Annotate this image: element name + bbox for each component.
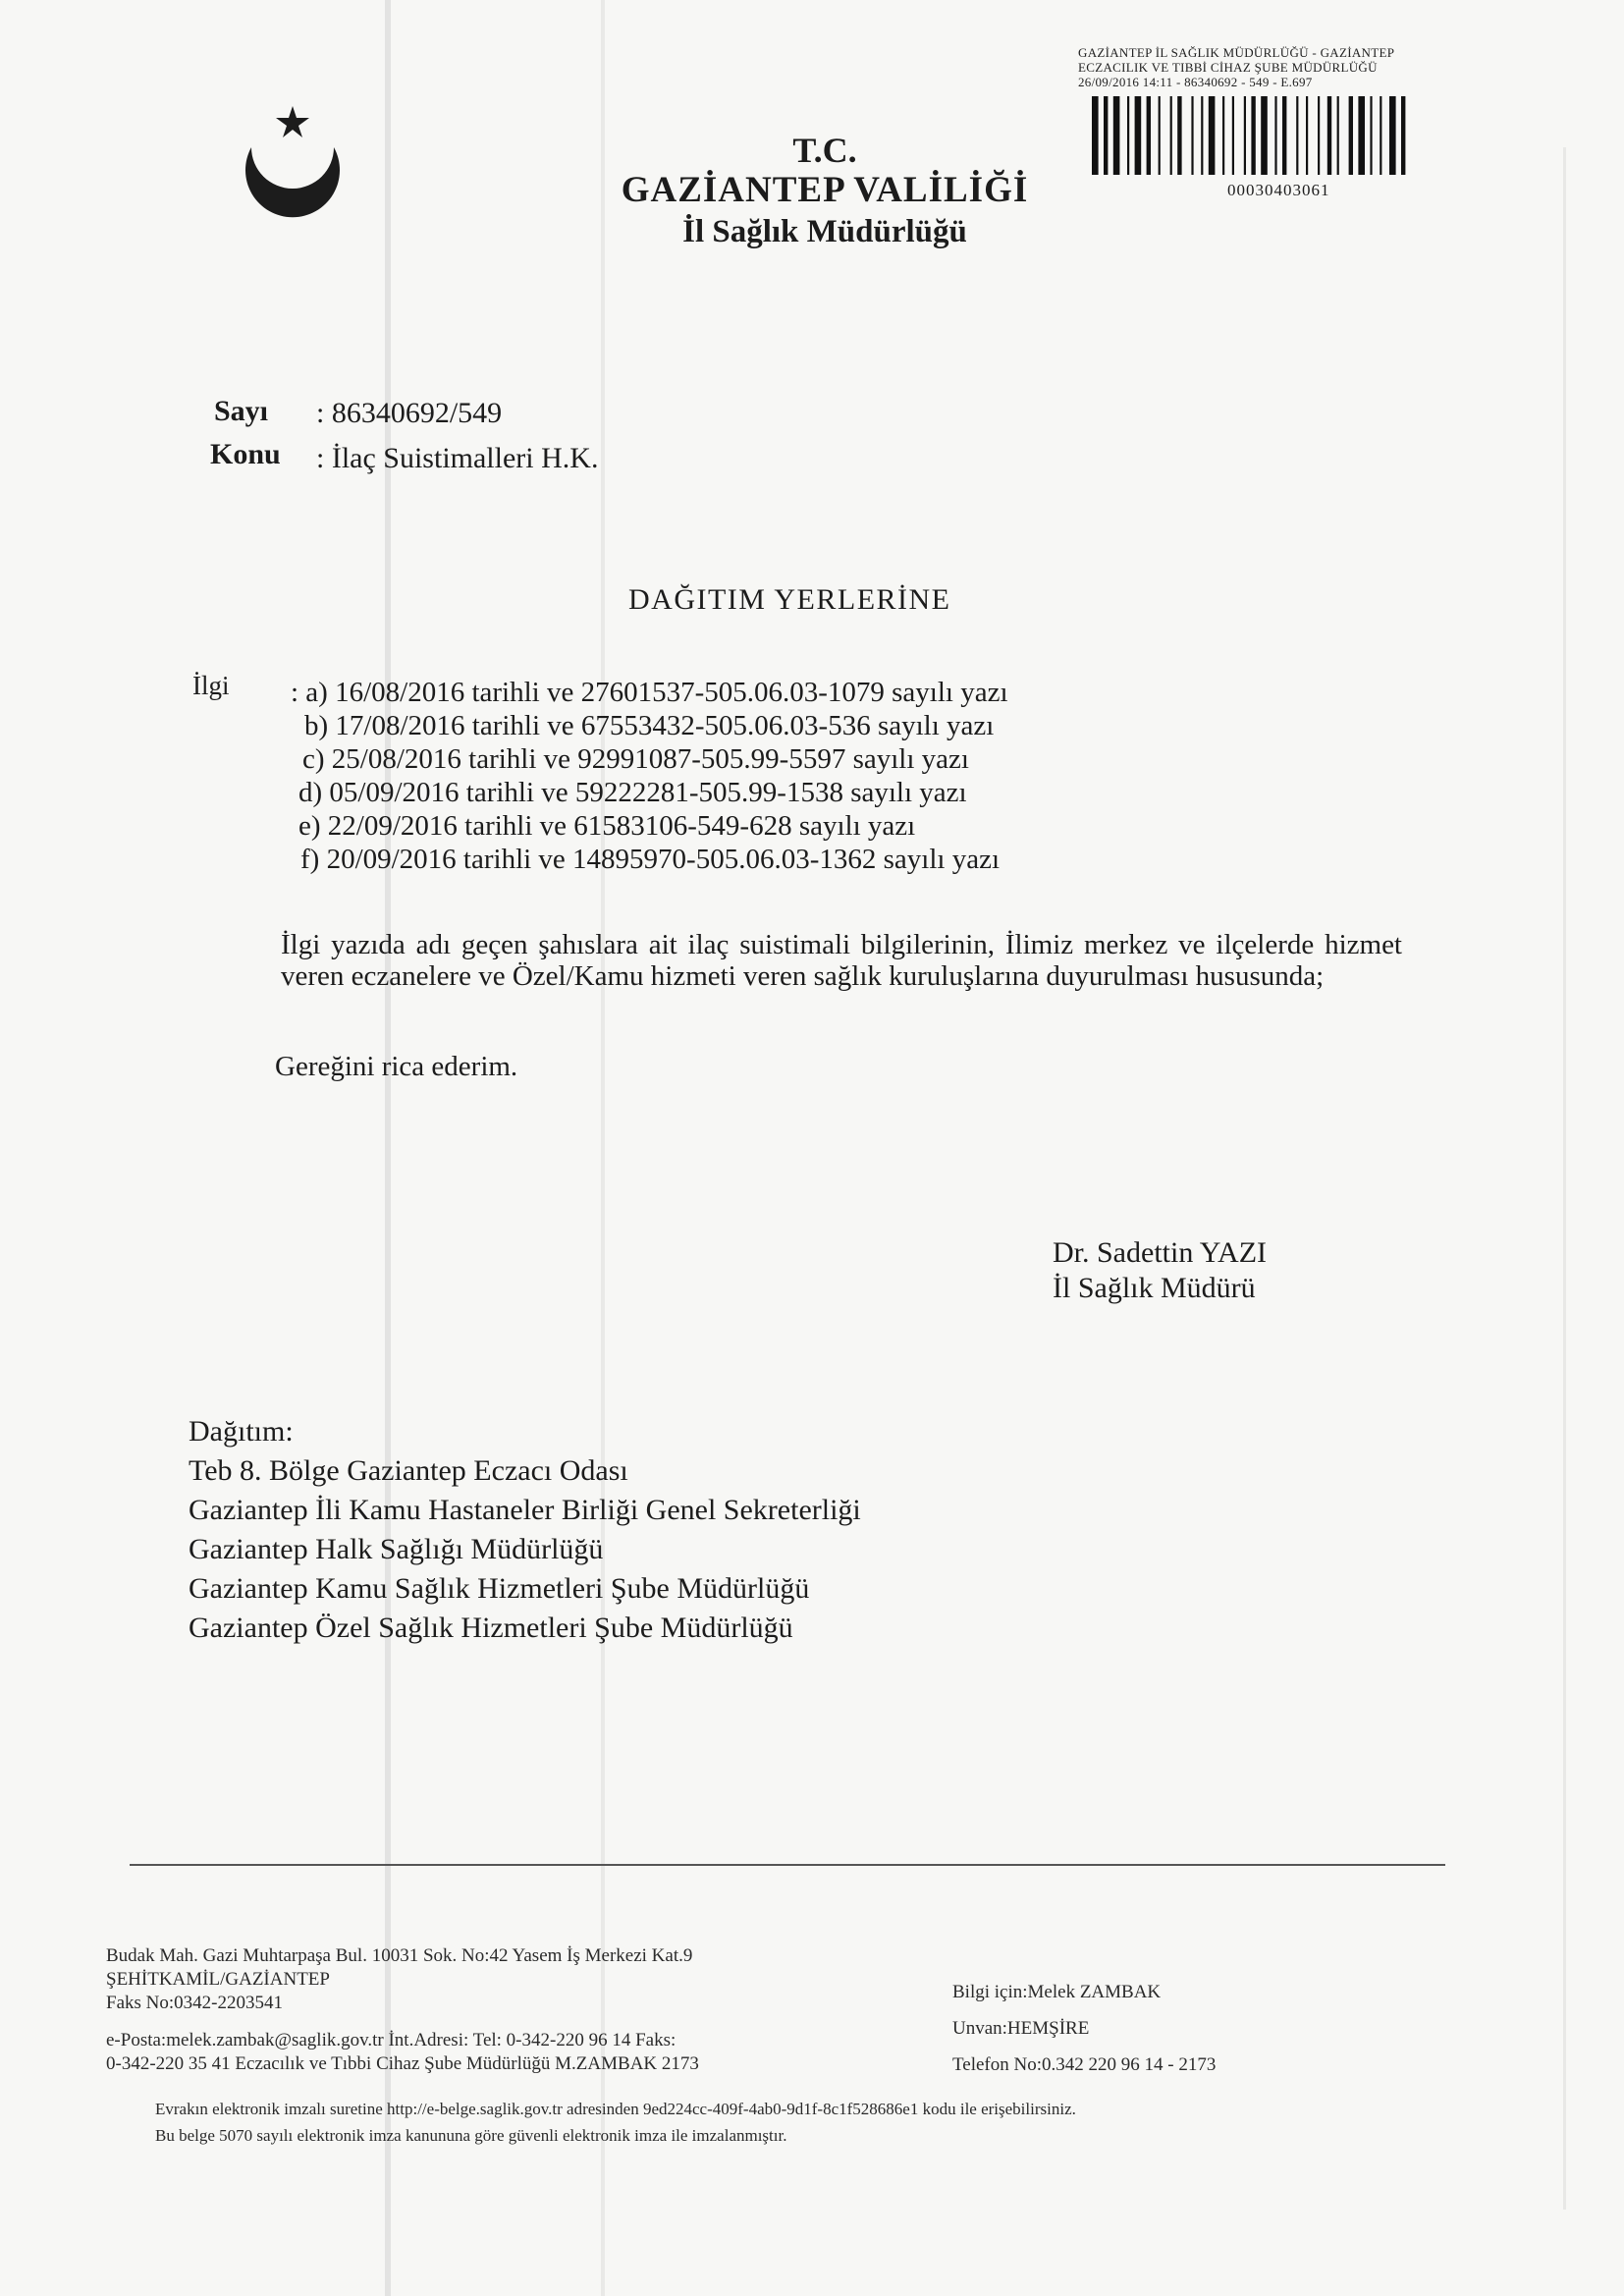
ilgi-item: b) 17/08/2016 tarihli ve 67553432-505.06.03-536 sayılı yazı (304, 710, 995, 741)
footer-address-line: Budak Mah. Gazi Muhtarpaşa Bul. 10031 Sok. No:42 Yasem İş Merkezi Kat.9 (106, 1945, 693, 1966)
stamp-line-3: 26/09/2016 14:11 - 86340692 - 549 - E.697 (1078, 75, 1313, 89)
ilgi-item: : a) 16/08/2016 tarihli ve 27601537-505.06.03-1079 sayılı yazı (291, 677, 1008, 708)
distribution-item: Teb 8. Bölge Gaziantep Eczacı Odası (189, 1454, 628, 1487)
header-valilik: GAZİANTEP VALİLİĞİ (621, 170, 1029, 210)
sayi-label: Sayı (214, 395, 269, 427)
footer-address-line: ŞEHİTKAMİL/GAZİANTEP (106, 1969, 330, 1990)
distribution-item: Gaziantep İli Kamu Hastaneler Birliği Genel Sekreterliği (189, 1494, 861, 1526)
stamp-line-2: ECZACILIK VE TIBBİ CİHAZ ŞUBE MÜDÜRLÜĞÜ (1078, 60, 1378, 75)
crescent-star-emblem-icon (234, 96, 352, 234)
footer-fax: Faks No:0342-2203541 (106, 1993, 283, 2013)
footer-verify-line: Evrakın elektronik imzalı suretine http://e-belge.saglik.gov.tr adresinden 9ed224cc-409f-4ab0-9d1f-8c1f528686e1 kodu ile erişebilirsiniz. (155, 2100, 1076, 2118)
konu-value: : İlaç Suistimalleri H.K. (316, 442, 599, 474)
barcode-number: 00030403061 (1227, 181, 1330, 199)
signature-block (1053, 1235, 1267, 1306)
sayi-value: : 86340692/549 (316, 397, 503, 429)
body-paragraph (192, 929, 1402, 992)
barcode-icon (1092, 96, 1473, 175)
distribution-item: Gaziantep Halk Sağlığı Müdürlüğü (189, 1533, 604, 1565)
closing-line: Gereğini rica ederim. (275, 1051, 518, 1082)
signer-title: İl Sağlık Müdürü (1053, 1272, 1256, 1304)
ilgi-item: e) 22/09/2016 tarihli ve 61583106-549-628 sayılı yazı (298, 810, 916, 842)
header-tc: T.C. (792, 131, 857, 170)
footer-verify-line: Bu belge 5070 sayılı elektronik imza kanununa göre güvenli elektronik imza ile imzalanmıştır. (155, 2126, 787, 2145)
footer-divider (130, 1864, 1445, 1866)
scan-streak (1563, 147, 1566, 2210)
ilgi-item: f) 20/09/2016 tarihli ve 14895970-505.06.03-1362 sayılı yazı (300, 844, 1001, 875)
esignature-stamp (1078, 45, 1471, 89)
recipient-title: DAĞITIM YERLERİNE (628, 583, 951, 616)
footer-verification (155, 2096, 1076, 2149)
header-mudurluk: İl Sağlık Müdürlüğü (682, 214, 967, 249)
ilgi-item: d) 05/09/2016 tarihli ve 59222281-505.99-1538 sayılı yazı (298, 777, 967, 808)
ilgi-item: c) 25/08/2016 tarihli ve 92991087-505.99-5597 sayılı yazı (302, 743, 969, 775)
footer-info-title: Unvan:HEMŞİRE (952, 2018, 1090, 2039)
distribution-label: Dağıtım: (189, 1415, 294, 1448)
distribution-item: Gaziantep Kamu Sağlık Hizmetleri Şube Müdürlüğü (189, 1572, 810, 1605)
footer-info-name: Bilgi için:Melek ZAMBAK (952, 1982, 1162, 2002)
distribution-item: Gaziantep Özel Sağlık Hizmetleri Şube Müdürlüğü (189, 1612, 793, 1644)
signer-name: Dr. Sadettin YAZI (1053, 1236, 1268, 1269)
footer-info-phone: Telefon No:0.342 220 96 14 - 2173 (952, 2054, 1217, 2075)
footer-address (106, 1944, 699, 2076)
ilgi-list (291, 676, 1008, 876)
konu-label: Konu (210, 438, 281, 470)
stamp-line-1: GAZİANTEP İL SAĞLIK MÜDÜRLÜĞÜ - GAZİANTEP (1078, 45, 1395, 60)
ilgi-label: İlgi (192, 671, 230, 700)
footer-contact-line: e-Posta:melek.zambak@saglik.gov.tr İnt.Adresi: Tel: 0-342-220 96 14 Faks: (106, 2030, 677, 2050)
footer-info (952, 1974, 1216, 2083)
distribution-list (189, 1412, 861, 1648)
body-paragraph-text: İlgi yazıda adı geçen şahıslara ait ilaç suistimali bilgilerinin, İlimiz merkez ve ilçelerde hizmet veren eczanelere ve Özel/Kamu hizmeti veren sağlık kuruluşlarına duyurulması hususunda; (281, 929, 1402, 992)
footer-contact-line: 0-342-220 35 41 Eczacılık ve Tıbbi Cihaz Şube Müdürlüğü M.ZAMBAK 2173 (106, 2053, 699, 2074)
